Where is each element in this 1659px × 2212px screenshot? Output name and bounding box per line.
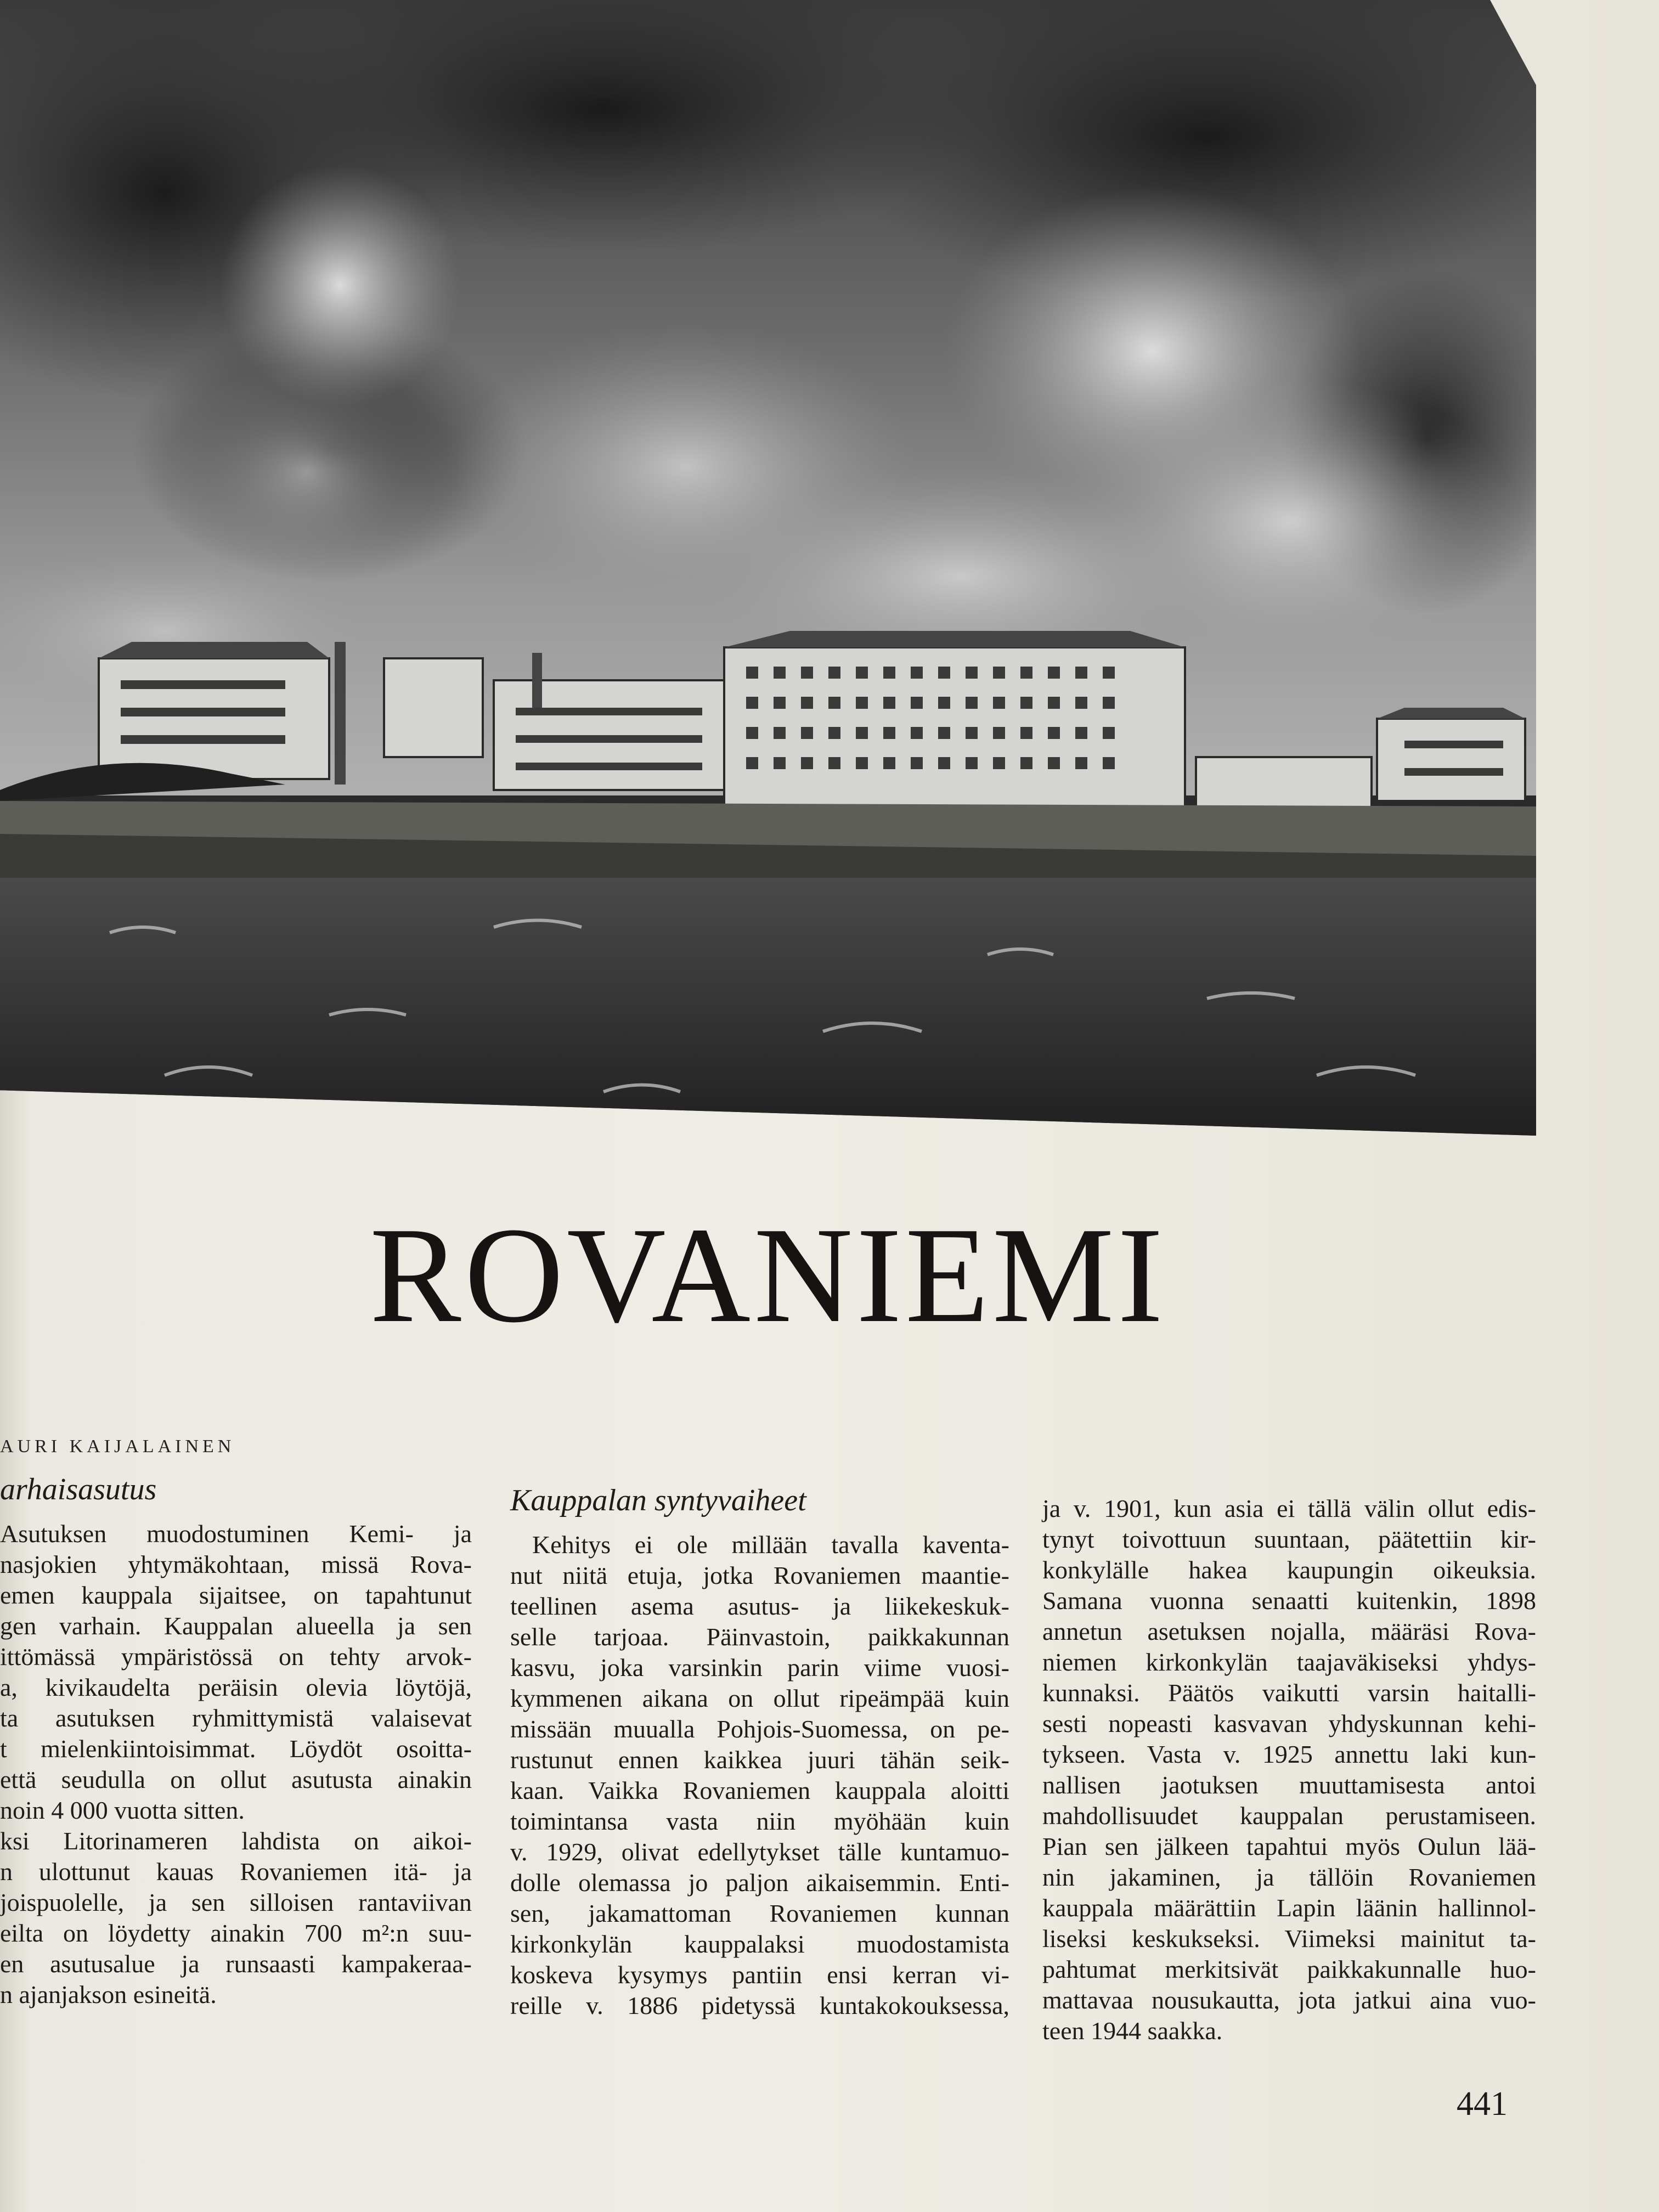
text-line: selle tarjoaa. Päinvastoin, paikkakunnan: [510, 1623, 1009, 1651]
text-line: emen kauppala sijaitsee, on tapahtunut: [0, 1581, 472, 1609]
author-byline: AURI KAIJALAINEN: [0, 1436, 235, 1457]
text-line: rustunut ennen kaikkea juuri tähän seik-: [510, 1746, 1009, 1774]
text-line: tykseen. Vasta v. 1925 annettu laki kun-: [1042, 1740, 1536, 1768]
text-line: Pian sen jälkeen tapahtui myös Oulun lää-: [1042, 1832, 1536, 1860]
section-heading: arhaisasutus: [0, 1472, 157, 1506]
text-column-2: [510, 1481, 1009, 2021]
text-line: pahtumat merkitsivät paikkakunnalle huo-: [1042, 1955, 1536, 1983]
text-line: n ajanjakson esineitä.: [0, 1980, 217, 2008]
paragraph: [1042, 1493, 1536, 2046]
text-line: missään muualla Pohjois-Suomessa, on pe-: [510, 1715, 1009, 1743]
text-line: reille v. 1886 pidetyssä kuntakokouksessa,: [510, 1991, 1009, 2019]
text-line: että seudulla on ollut asutusta ainakin: [0, 1765, 472, 1793]
section-heading: Kauppalan syntyvaiheet: [510, 1483, 806, 1517]
text-line: ja v. 1901, kun asia ei tällä välin ollut edis-: [1042, 1494, 1536, 1522]
paragraph: [0, 1519, 472, 2010]
text-line: kymmenen aikana on ollut ripeämpää kuin: [510, 1684, 1009, 1712]
text-line: v. 1929, olivat edellytykset tälle kuntamuo-: [510, 1838, 1009, 1866]
text-line: koskeva kysymys pantiin ensi kerran vi-: [510, 1961, 1009, 1989]
text-column-3: [1042, 1493, 1536, 2046]
text-line: gen varhain. Kauppalan alueella ja sen: [0, 1612, 472, 1640]
text-column-1: [0, 1470, 472, 2010]
text-line: Asutuksen muodostuminen Kemi- ja: [0, 1520, 472, 1548]
text-line: kauppala määrättiin Lapin läänin hallinnol-: [1042, 1894, 1536, 1922]
text-line: t mielenkiintoisimmat. Löydöt osoitta-: [0, 1735, 472, 1763]
text-line: nasjokien yhtymäkohtaan, missä Rova-: [0, 1550, 472, 1578]
river-town-photo: [0, 0, 1536, 1136]
text-line: Samana vuonna senaatti kuitenkin, 1898: [1042, 1587, 1536, 1615]
text-line: ta asutuksen ryhmittymistä valaisevat: [0, 1704, 472, 1732]
text-line: joispuolelle, ja sen silloisen rantaviivan: [0, 1888, 472, 1916]
text-line: toimintansa vasta niin myöhään kuin: [510, 1807, 1009, 1835]
text-line: teen 1944 saakka.: [1042, 2017, 1223, 2045]
text-line: kasvu, joka varsinkin parin viime vuosi-: [510, 1654, 1009, 1681]
text-line: sesti nopeasti kasvavan yhdyskunnan kehi-: [1042, 1709, 1536, 1737]
text-line: kunnaksi. Päätös vaikutti varsin haitalli-: [1042, 1679, 1536, 1707]
text-line: nin jakaminen, ja tällöin Rovaniemen: [1042, 1863, 1536, 1891]
text-line: niemen kirkonkylän taajaväkiseksi yhdys-: [1042, 1648, 1536, 1676]
page-number: 441: [1457, 2085, 1508, 2123]
text-line: eilta on löydetty ainakin 700 m²:n suu-: [0, 1919, 472, 1947]
text-line: ksi Litorinameren lahdista on aikoi-: [0, 1827, 472, 1855]
page-title: ROVANIEMI: [369, 1199, 1167, 1351]
text-line: mattavaa nousukautta, jota jatkui aina vuo-: [1042, 1986, 1536, 2014]
text-line: ittömässä ympäristössä on tehty arvok-: [0, 1643, 472, 1671]
text-line: liseksi keskukseksi. Viimeksi mainitut ta-: [1042, 1925, 1536, 1953]
text-line: nallisen jaotuksen muuttamisesta antoi: [1042, 1771, 1536, 1799]
text-line: konkylälle hakea kaupungin oikeuksia.: [1042, 1556, 1536, 1584]
text-line: annetun asetuksen nojalla, määräsi Rova-: [1042, 1617, 1536, 1645]
text-line: kirkonkylän kauppalaksi muodostamista: [510, 1930, 1009, 1958]
text-line: sen, jakamattoman Rovaniemen kunnan: [510, 1899, 1009, 1927]
text-line: a, kivikaudelta peräisin olevia löytöjä,: [0, 1673, 472, 1701]
text-line: dolle olemassa jo paljon aikaisemmin. Enti-: [510, 1869, 1009, 1897]
text-line: kaan. Vaikka Rovaniemen kauppala aloitti: [510, 1776, 1009, 1804]
text-line: noin 4 000 vuotta sitten.: [0, 1796, 245, 1824]
text-line: mahdollisuudet kauppalan perustamiseen.: [1042, 1802, 1536, 1830]
text-line: n ulottunut kauas Rovaniemen itä- ja: [0, 1858, 472, 1886]
paragraph: [510, 1530, 1009, 2021]
text-line: Kehitys ei ole millään tavalla kaventa-: [532, 1531, 1009, 1559]
text-line: nut niitä etuja, jotka Rovaniemen maantie-: [510, 1561, 1009, 1589]
text-line: teellinen asema asutus- ja liikekeskuk-: [510, 1592, 1009, 1620]
text-line: tynyt toivottuun suuntaan, päätettiin kir-: [1042, 1525, 1536, 1553]
text-line: en asutusalue ja runsaasti kampakeraa-: [0, 1950, 472, 1978]
